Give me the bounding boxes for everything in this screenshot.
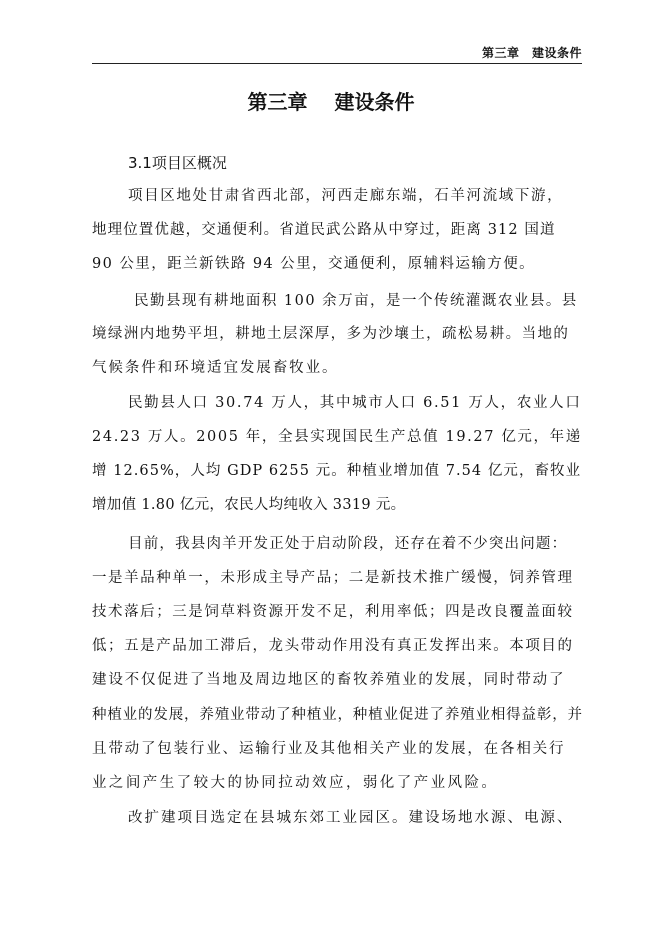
text-line: 改扩建项目选定在县城东郊工业园区。建设场地水源、电源、 bbox=[128, 810, 574, 826]
text-line: 低；五是产品加工滞后，龙头带动作用没有真正发挥出来。本项目的 bbox=[92, 638, 574, 654]
section-heading: 3.1项目区概况 bbox=[128, 154, 227, 172]
text-line: 种植业的发展，养殖业带动了种植业，种植业促进了养殖业相得益彰，并 bbox=[92, 707, 583, 723]
text-line: 民勤县人口 30.74 万人，其中城市人口 6.51 万人，农业人口 bbox=[128, 395, 582, 411]
text-line: 气候条件和环境适宜发展畜牧业。 bbox=[92, 360, 339, 376]
text-line: 业之间产生了较大的协同拉动效应，弱化了产业风险。 bbox=[92, 775, 499, 791]
text-line: 技术落后；三是饲草料资源开发不足，利用率低；四是改良覆盖面较 bbox=[92, 604, 574, 620]
text-line: 且带动了包装行业、运输行业及其他相关产业的发展，在各相关行 bbox=[92, 741, 566, 757]
text-line: 境绿洲内地势平坦，耕地土层深厚，多为沙壤土，疏松易耕。当地的 bbox=[92, 326, 570, 342]
text-line: 民勤县现有耕地面积 100 余万亩，是一个传统灌溉农业县。县 bbox=[134, 293, 578, 309]
text-line: 增加值 1.80 亿元，农民人均纯收入 3319 元。 bbox=[92, 497, 406, 513]
text-line: 一是羊品种单一，未形成主导产品；二是新技术推广缓慢，饲养管理 bbox=[92, 570, 574, 586]
text-line: 24.23 万人。2005 年，全县实现国民生产总值 19.27 亿元，年递 bbox=[92, 429, 582, 445]
chapter-title: 第三章 建设条件 bbox=[247, 90, 415, 114]
header-rule bbox=[92, 63, 582, 64]
text-line: 目前，我县肉羊开发正处于启动阶段，还存在着不少突出问题： bbox=[128, 536, 568, 552]
text-line: 90 公里，距兰新铁路 94 公里，交通便利，原辅料运输方便。 bbox=[92, 256, 536, 272]
text-line: 建设不仅促进了当地及周边地区的畜牧养殖业的发展，同时带动了 bbox=[92, 672, 566, 688]
text-line: 项目区地处甘肃省西北部，河西走廊东端，石羊河流域下游， bbox=[128, 188, 564, 204]
running-header: 第三章 建设条件 bbox=[481, 46, 582, 60]
text-line: 增 12.65%，人均 GDP 6255 元。种植业增加值 7.54 亿元，畜牧业 bbox=[92, 463, 582, 479]
text-line: 地理位置优越，交通便利。省道民武公路从中穿过，距离 312 国道 bbox=[92, 222, 556, 238]
